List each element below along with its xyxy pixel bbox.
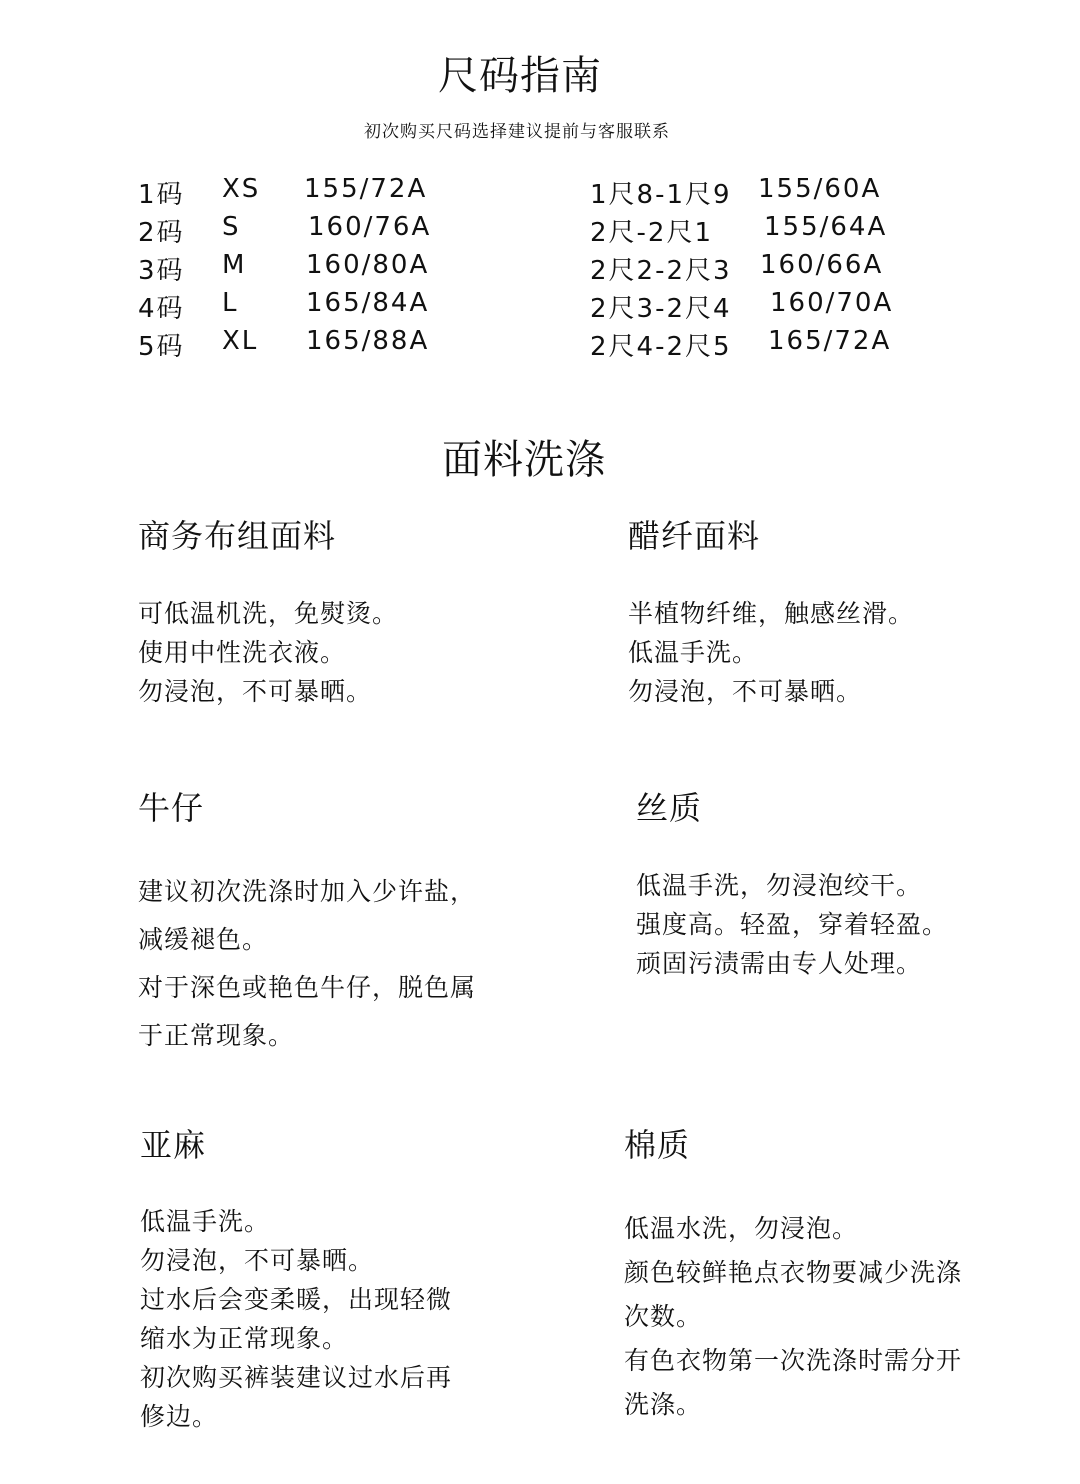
size-guide-title: 尺码指南 xyxy=(438,53,602,99)
care-line: 勿浸泡，不可暴晒。 xyxy=(628,677,863,706)
fabric-care-title: 面料洗涤 xyxy=(442,437,606,483)
care-line: 强度高。轻盈，穿着轻盈。 xyxy=(636,910,949,939)
table-row xyxy=(138,174,468,212)
size-code: 4码 xyxy=(138,294,185,324)
care-card-body xyxy=(628,594,914,711)
care-line: 缩水为正常现象。 xyxy=(140,1324,349,1353)
care-card-body xyxy=(140,1202,452,1436)
table-row xyxy=(138,250,468,288)
care-line: 勿浸泡，不可暴晒。 xyxy=(140,1246,375,1275)
table-row xyxy=(590,212,910,250)
waist-range: 2尺3-2尺4 xyxy=(590,294,732,324)
waist-range: 1尺8-1尺9 xyxy=(590,180,732,210)
care-line: 勿浸泡，不可暴晒。 xyxy=(138,677,373,706)
care-card-title: 醋纤面料 xyxy=(628,517,761,555)
size-code: 1码 xyxy=(138,180,185,210)
waist-spec: 160/70A xyxy=(770,288,894,318)
size-code: 3码 xyxy=(138,256,185,286)
size-spec: 160/76A xyxy=(308,212,432,242)
care-line: 顽固污渍需由专人处理。 xyxy=(636,949,923,978)
care-card-body xyxy=(138,594,398,711)
care-card-title: 棉质 xyxy=(624,1126,691,1164)
table-row xyxy=(590,250,910,288)
size-spec: 155/72A xyxy=(304,174,428,204)
table-row xyxy=(590,326,910,364)
care-line: 低温手洗。 xyxy=(140,1207,271,1236)
table-row xyxy=(138,326,468,364)
size-spec: 165/88A xyxy=(306,326,430,356)
size-code: 2码 xyxy=(138,218,185,248)
care-card-title: 亚麻 xyxy=(140,1126,207,1164)
size-label: XS xyxy=(222,174,261,204)
care-line: 有色衣物第一次洗涤时需分开 xyxy=(624,1346,963,1375)
care-card-title: 牛仔 xyxy=(138,789,205,827)
size-label: L xyxy=(222,288,239,318)
size-table-left xyxy=(138,174,468,364)
waist-spec: 155/60A xyxy=(758,174,882,204)
size-label: S xyxy=(222,212,241,242)
care-line: 使用中性洗衣液。 xyxy=(138,638,347,667)
size-spec: 160/80A xyxy=(306,250,430,280)
table-row xyxy=(590,288,910,326)
waist-spec: 155/64A xyxy=(764,212,888,242)
table-row xyxy=(138,288,468,326)
care-card-body xyxy=(138,868,476,1060)
care-line: 对于深色或艳色牛仔，脱色属 xyxy=(138,973,477,1002)
care-line: 于正常现象。 xyxy=(138,1021,295,1050)
size-spec: 165/84A xyxy=(306,288,430,318)
waist-range: 2尺4-2尺5 xyxy=(590,332,732,362)
size-table-right xyxy=(590,174,910,364)
care-line: 修边。 xyxy=(140,1402,219,1431)
waist-spec: 165/72A xyxy=(768,326,892,356)
care-line: 初次购买裤装建议过水后再 xyxy=(140,1363,453,1392)
waist-spec: 160/66A xyxy=(760,250,884,280)
waist-range: 2尺2-2尺3 xyxy=(590,256,732,286)
care-line: 过水后会变柔暖，出现轻微 xyxy=(140,1285,453,1314)
care-card-body xyxy=(624,1207,962,1427)
care-card-title: 商务布组面料 xyxy=(138,517,337,555)
care-line: 半植物纤维，触感丝滑。 xyxy=(628,599,915,628)
care-line: 可低温机洗，免熨烫。 xyxy=(138,599,399,628)
care-line: 低温手洗。 xyxy=(628,638,759,667)
size-label: M xyxy=(222,250,247,280)
care-line: 洗涤。 xyxy=(624,1390,703,1419)
size-code: 5码 xyxy=(138,332,185,362)
table-row xyxy=(590,174,910,212)
table-row xyxy=(138,212,468,250)
care-line: 颜色较鲜艳点衣物要减少洗涤 xyxy=(624,1258,963,1287)
care-line: 次数。 xyxy=(624,1302,703,1331)
care-line: 低温手洗，勿浸泡绞干。 xyxy=(636,871,923,900)
care-card-title: 丝质 xyxy=(636,789,703,827)
care-line: 建议初次洗涤时加入少许盐， xyxy=(138,877,477,906)
care-card-body xyxy=(636,866,948,983)
care-line: 低温水洗，勿浸泡。 xyxy=(624,1214,859,1243)
care-line: 减缓褪色。 xyxy=(138,925,269,954)
waist-range: 2尺-2尺1 xyxy=(590,218,714,248)
size-label: XL xyxy=(222,326,259,356)
size-guide-subtitle: 初次购买尺码选择建议提前与客服联系 xyxy=(364,122,670,142)
